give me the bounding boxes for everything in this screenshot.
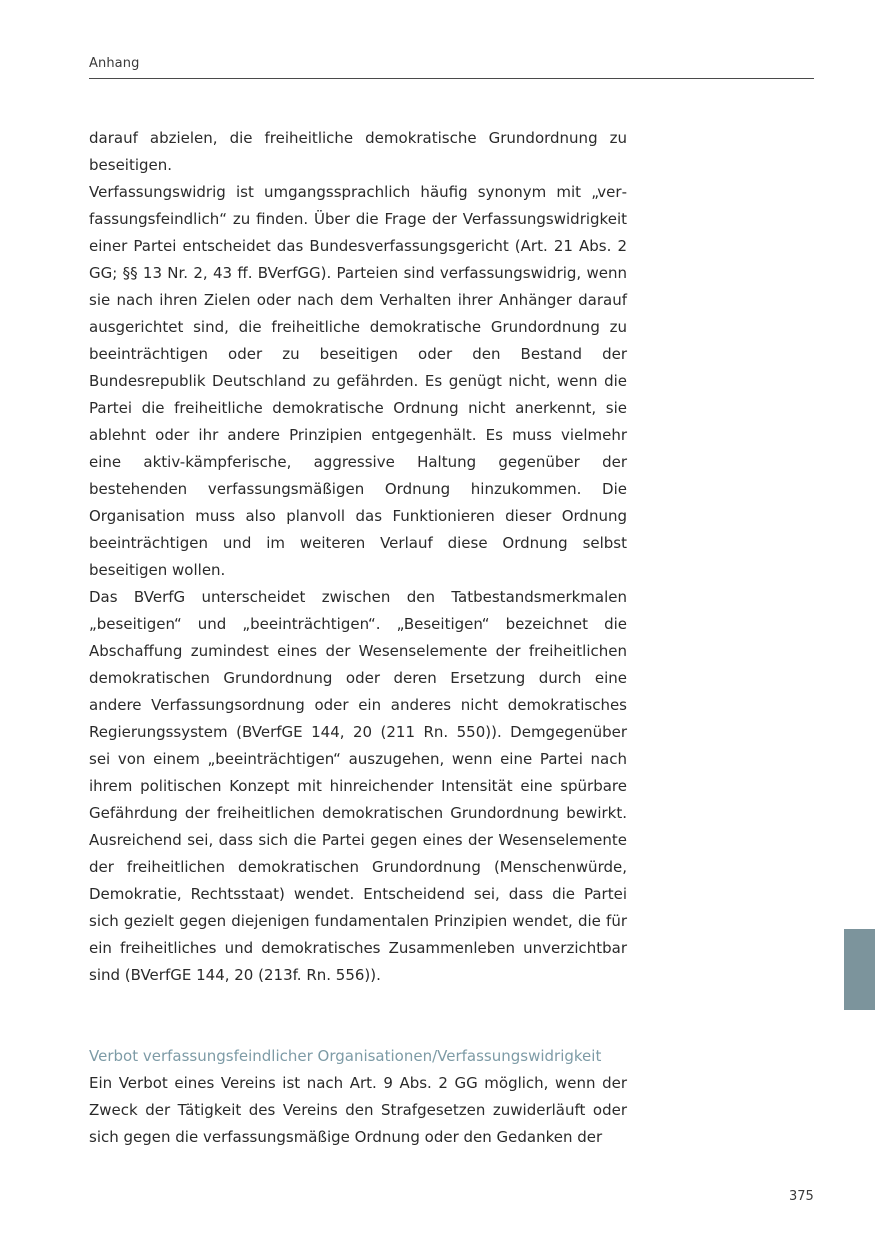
paragraph-3: Das BVerfG unterscheidet zwischen den Tatbestandsmerkmalen „beseitigen“ und „beeinträchtigen“. „Beseitigen“ bezeichnet die Abschaffung zumindest eines der Wesenselemente der freiheitlichen demokratischen Grundordnung oder deren Ersetzung durch eine andere Verfassungsordnung oder ein anderes nicht demokratisches Regierungssystem (BVerfGE 144, 20 (211 Rn. 550)). Demgegenüber sei von einem „beeinträchtigen“ auszugehen, wenn eine Partei nach ihrem politischen Konzept mit hinreichender Intensität eine spürbare Gefährdung der freiheitlichen demokratischen Grundordnung bewirkt. Ausreichend sei, dass sich die Partei gegen eines der Wesenselemente der freiheitlichen demokratischen Grundordnung (Menschenwürde, Demokratie, Rechtsstaat) wendet. Entscheidend sei, dass die Partei sich gezielt gegen diejenigen fundamentalen Prinzipien wendet, die für ein freiheitliches und demokratisches Zusammenleben unverzichtbar sind (BVerfGE 144, 20 (213f. Rn. 556)). (89, 588, 627, 984)
running-header: Anhang (89, 56, 140, 71)
paragraph-1: darauf abzielen, die freiheitliche demokratische Grundordnung zu beseitigen. (89, 129, 627, 174)
page-number: 375 (789, 1189, 814, 1204)
chapter-thumb-tab (844, 929, 875, 1010)
section-paragraph: Ein Verbot eines Vereins ist nach Art. 9 Abs. 2 GG möglich, wenn der Zweck der Tätigkeit des Vereins den Strafgesetzen zuwiderläuft oder sich gegen die verfassungsmäßige Ordnung oder den Gedanken der (89, 1074, 627, 1146)
paragraph-2: Verfassungswidrig ist umgangssprachlich häufig synonym mit „verfassungsfeindlich“ zu finden. Über die Frage der Verfassungswidrigkeit einer Partei entscheidet das Bundesverfassungsgericht (Art. 21 Abs. 2 GG; §§ 13 Nr. 2, 43 ff. BVerfGG). Parteien sind verfassungswidrig, wenn sie nach ihren Zielen oder nach dem Verhalten ihrer Anhänger darauf ausgerichtet sind, die freiheitliche demokratische Grundordnung zu beeinträchtigen oder zu beseitigen oder den Bestand der Bundesrepublik Deutschland zu gefährden. Es genügt nicht, wenn die Partei die freiheitliche demokratische Ordnung nicht anerkennt, sie ablehnt oder ihr andere Prinzipien entgegenhält. Es muss vielmehr eine aktiv-kämpferische, aggressive Haltung gegenüber der bestehenden verfassungsmäßigen Ordnung hinzukommen. Die Organisation muss also planvoll das Funktionieren dieser Ordnung beeinträchtigen und im weiteren Verlauf diese Ordnung selbst beseitigen wollen. (89, 183, 627, 579)
section-text-block (89, 1070, 627, 1151)
section-heading: Verbot verfassungsfeindlicher Organisationen/Verfassungswidrigkeit (89, 1047, 602, 1065)
header-divider (89, 78, 814, 79)
main-text-block (89, 125, 627, 989)
